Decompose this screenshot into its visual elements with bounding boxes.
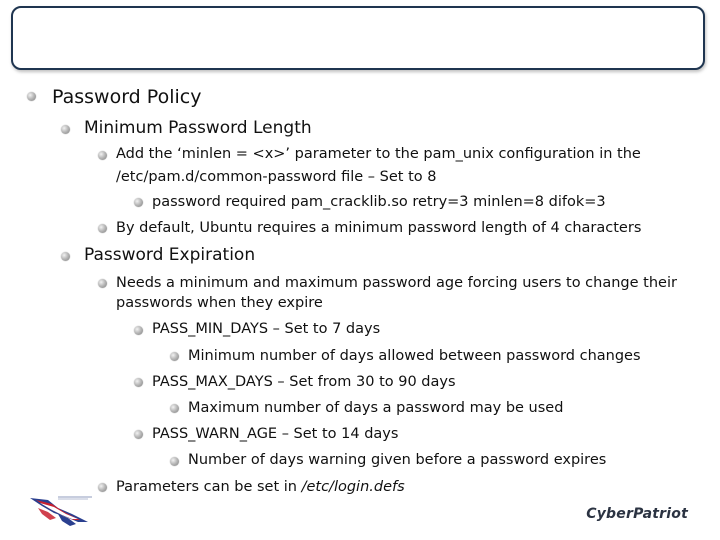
bullet-icon [98,224,107,233]
bullet-icon [170,352,179,361]
bullet-ubuntu-default: By default, Ubuntu requires a minimum password length of 4 characters [116,220,642,236]
login-defs-path: /etc/login.defs [301,479,405,495]
bullet-needs-age-line2: passwords when they expire [116,295,323,311]
cyberpatriot-brand: CyberPatriot [586,506,688,522]
bullet-min-days-desc: Minimum number of days allowed between password changes [188,348,641,364]
eagle-flag-logo-icon [28,494,100,530]
bullet-icon [134,326,143,335]
bullet-icon [98,483,107,492]
bullet-minlen-line1: Add the ‘minlen = <x>’ parameter to the pam_unix configuration in the [116,146,641,162]
bullet-icon [134,378,143,387]
bullet-warn-age-desc: Number of days warning given before a password expires [188,452,607,468]
title-placeholder [11,6,705,70]
bullet-icon [170,404,179,413]
bullet-icon [98,151,107,160]
bullet-max-days-desc: Maximum number of days a password may be used [188,400,564,416]
bullet-min-password-length: Minimum Password Length [84,118,312,138]
bullet-icon [134,430,143,439]
bullet-minlen-line2: /etc/pam.d/common-password file – Set to 8 [116,169,437,185]
bullet-pass-max-days: PASS_MAX_DAYS – Set from 30 to 90 days [152,374,456,390]
bullet-needs-age-line1: Needs a minimum and maximum password age forcing users to change their [116,275,677,291]
bullet-pass-warn-age: PASS_WARN_AGE – Set to 14 days [152,426,399,442]
bullet-icon [98,279,107,288]
bullet-password-policy: Password Policy [52,86,202,108]
bullet-pass-min-days: PASS_MIN_DAYS – Set to 7 days [152,321,381,337]
bullet-icon [27,92,36,101]
bullet-icon [61,125,70,134]
bullet-password-expiration: Password Expiration [84,245,256,265]
bullet-icon [134,198,143,207]
parameters-text: Parameters can be set in [116,479,302,495]
bullet-parameters [116,480,405,495]
bullet-icon [170,457,179,466]
bullet-cracklib: password required pam_cracklib.so retry=3 minlen=8 difok=3 [152,194,606,210]
bullet-icon [61,252,70,261]
